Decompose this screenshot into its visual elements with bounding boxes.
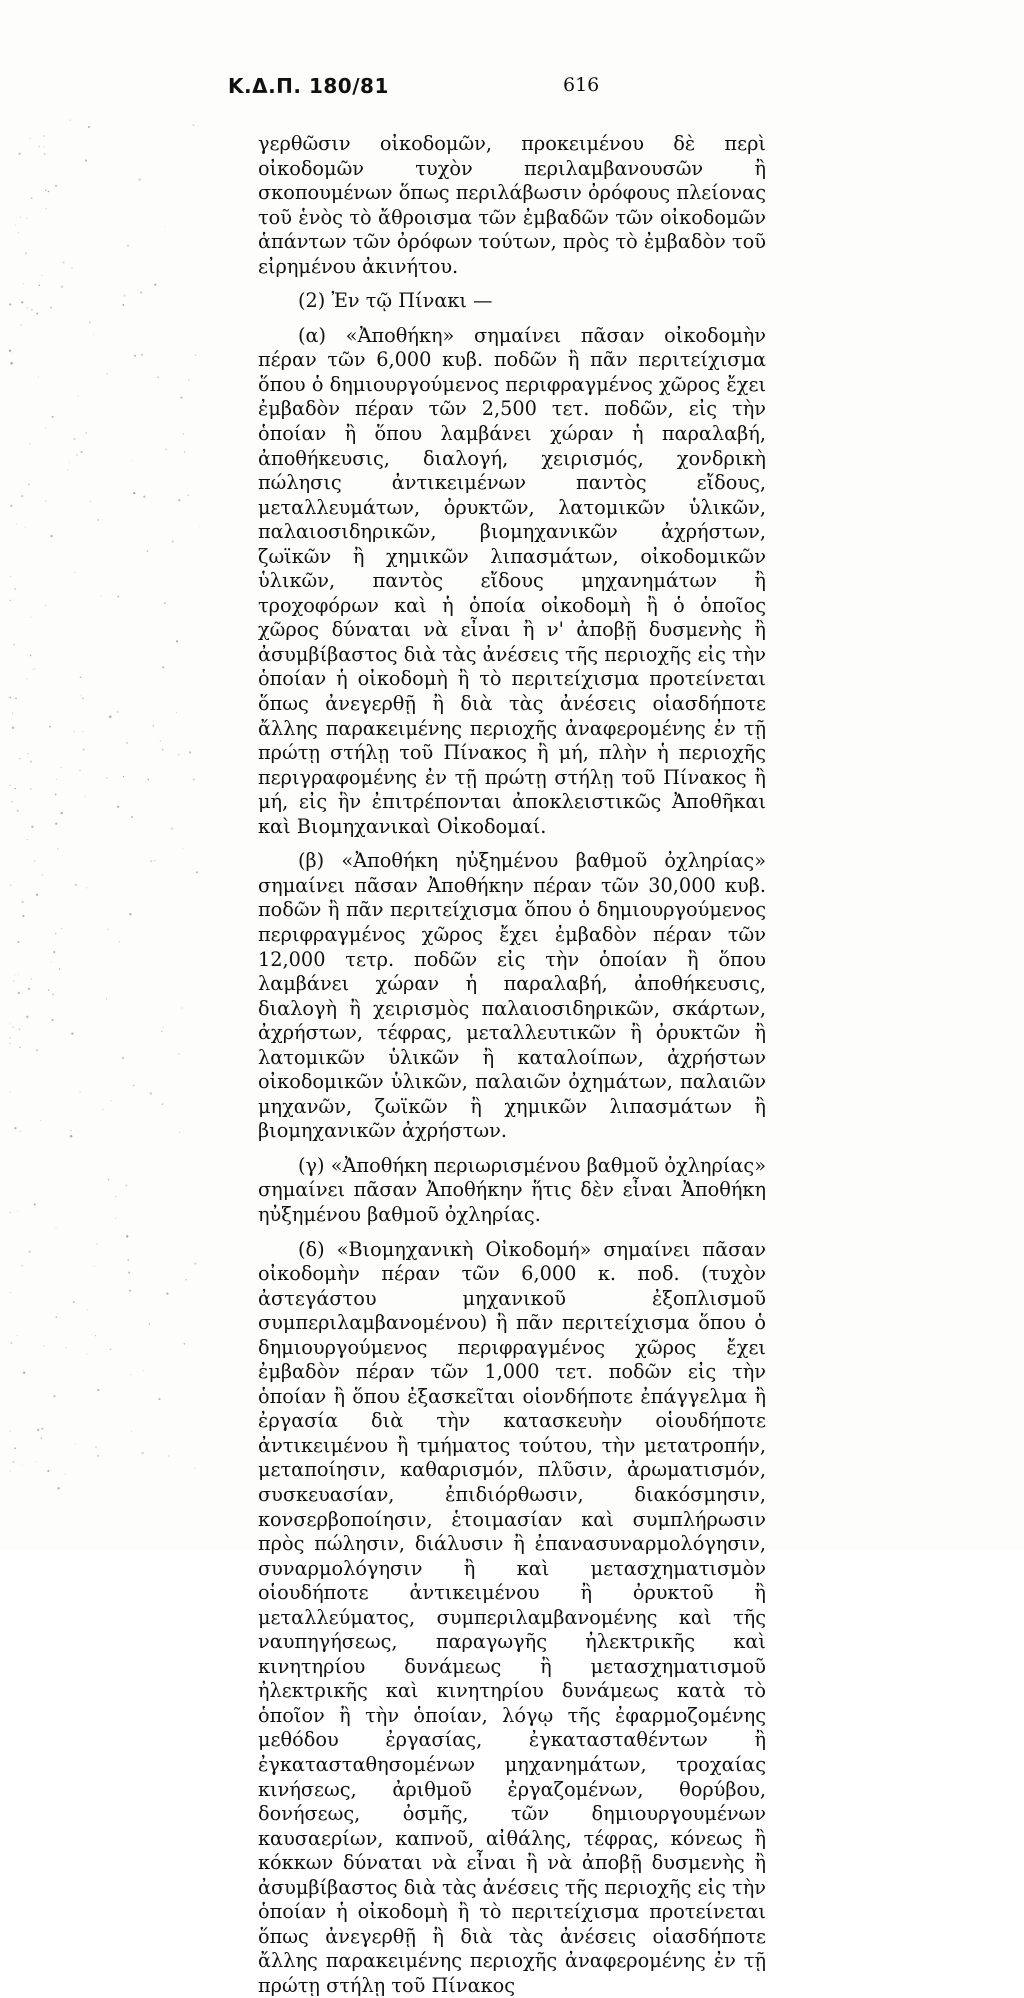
speckle (123, 294, 125, 296)
speckle (16, 524, 17, 525)
speckle (162, 749, 164, 751)
speckle (117, 806, 119, 808)
speckle (193, 124, 195, 126)
speckle (157, 377, 159, 379)
speckle (127, 245, 129, 247)
speckle (25, 252, 27, 254)
speckle (95, 1335, 96, 1336)
speckle (138, 178, 141, 181)
speckle (131, 460, 132, 461)
speckle (21, 901, 23, 903)
speckle (178, 753, 180, 755)
speckle (22, 915, 24, 917)
speckle (97, 1389, 99, 1391)
speckle (150, 1092, 153, 1095)
speckle (35, 1461, 36, 1462)
speckle (26, 307, 28, 309)
speckle (11, 352, 12, 353)
speckle (53, 1395, 55, 1397)
speckle (165, 448, 167, 450)
speckle (9, 350, 11, 352)
speckle (130, 1374, 131, 1375)
speckle (10, 505, 12, 507)
speckle (100, 596, 101, 597)
speckle (10, 600, 11, 601)
speckle (30, 761, 32, 763)
speckle (35, 668, 36, 669)
speckle (80, 676, 81, 677)
speckle (20, 1131, 21, 1132)
speckle (97, 1455, 99, 1457)
speckle (50, 307, 52, 309)
speckle (11, 801, 12, 802)
speckle (194, 1263, 196, 1265)
speckle (46, 208, 47, 209)
speckle (49, 726, 51, 728)
speckle (193, 778, 195, 780)
speckle (65, 1473, 66, 1474)
speckle (196, 871, 198, 873)
speckle (160, 740, 162, 742)
speckle (107, 928, 109, 930)
scan-speckle-margin (0, 0, 210, 1551)
speckle (31, 309, 33, 311)
speckle (102, 1109, 103, 1110)
speckle (74, 731, 75, 732)
speckle (31, 978, 33, 980)
speckle (10, 362, 13, 365)
speckle (63, 261, 65, 263)
speckle (56, 779, 57, 780)
speckle (55, 794, 57, 796)
speckle (51, 962, 52, 963)
speckle (56, 1227, 57, 1228)
speckle (163, 1027, 164, 1028)
speckle (9, 1037, 11, 1039)
speckle (133, 1085, 135, 1087)
speckle (30, 655, 31, 656)
speckle (10, 785, 11, 786)
speckle (87, 1353, 88, 1354)
speckle (14, 1127, 16, 1129)
speckle (67, 469, 68, 470)
speckle (30, 788, 32, 790)
speckle (180, 397, 182, 399)
speckle (43, 135, 45, 137)
speckle (111, 1100, 112, 1101)
speckle (79, 769, 81, 771)
speckle (78, 396, 79, 397)
speckle (97, 519, 99, 521)
speckle (73, 438, 76, 441)
speckle (76, 454, 78, 456)
speckle (21, 1464, 22, 1465)
speckle (53, 951, 55, 953)
speckle (38, 146, 40, 148)
speckle (18, 992, 20, 994)
speckle (87, 1309, 88, 1310)
speckle (188, 379, 189, 380)
speckle (16, 810, 18, 812)
speckle (143, 1370, 144, 1371)
speckle (17, 1210, 18, 1211)
document-body (258, 132, 766, 1998)
speckle (51, 1019, 53, 1021)
speckle (126, 742, 127, 743)
speckle (168, 1455, 169, 1456)
speckle (94, 1266, 95, 1267)
speckle (82, 698, 84, 700)
speckle (10, 1292, 11, 1293)
speckle (89, 322, 91, 324)
speckle (161, 1031, 162, 1032)
speckle (75, 884, 77, 886)
speckle (126, 1235, 128, 1237)
speckle (10, 1023, 11, 1024)
speckle (44, 1345, 45, 1346)
speckle (75, 1444, 76, 1445)
speckle (50, 535, 52, 537)
speckle (123, 776, 124, 777)
speckle (39, 285, 41, 287)
speckle (158, 1398, 160, 1400)
speckle (74, 572, 75, 573)
speckle (28, 988, 30, 990)
speckle (21, 495, 23, 497)
speckle (55, 933, 56, 934)
speckle (133, 492, 135, 494)
speckle (109, 716, 112, 719)
speckle (52, 416, 54, 418)
speckle (179, 1132, 180, 1133)
speckle (69, 462, 70, 463)
speckle (90, 501, 91, 502)
speckle (48, 989, 49, 990)
speckle (125, 1184, 127, 1186)
speckle (10, 1212, 12, 1214)
speckle (17, 1335, 18, 1336)
speckle (189, 751, 191, 753)
speckle (106, 998, 107, 999)
speckle (115, 1196, 116, 1197)
speckle (128, 1272, 130, 1274)
speckle (14, 788, 16, 790)
definition-warehouse: (α) «Ἀποθήκη» σημαίνει πᾶσαν οἰκοδομὴν πέραν τῶν 6,000 κυβ. ποδῶν ἢ πᾶν περιτείχισμα ὅπου ὁ δημιουργούμενος περιφραγμένος χῶρος ἔχει ἐμβαδὸν πέραν τῶν 2,500 τετ. ποδῶν, εἰς τὴν ὁποίαν ἢ ὅπου λαμβάνει χώραν ἡ παραλαβή, ἀποθήκευσις, διαλογή, χειρισμός, χονδρικὴ πώλησις ἀντικειμένων παντὸς εἴδους, μεταλλευμάτων, ὀρυκτῶν, λατομικῶν ὑλικῶν, παλαιοσιδηρικῶν, βιομηχανικῶν ἀχρήστων, ζωϊκῶν ἢ χημικῶν λιπασμάτων, οἰκοδομικῶν ὑλικῶν, παντὸς εἴδους μηχανημάτων ἢ τροχοφόρων καὶ ἡ ὁποία οἰκοδομὴ ἢ ὁ ὁποῖος χῶρος δύναται νὰ εἶναι ἢ ν' ἀποβῇ δυσμενὴς ἢ ἀσυμβίβαστος διὰ τὰς ἀνέσεις τῆς περιοχῆς εἰς τὴν ὁποίαν ἡ οἰκοδομὴ ἢ τὸ περιτείχισμα προτείνεται ὅπως ἀνεγερθῇ ἢ διὰ τὰς ἀνέσεις οἱασδήποτε ἄλλης παρακειμένης περιοχῆς ἀναφερομένης ἐν τῇ πρώτῃ στήλῃ τοῦ Πίνακος ἢ μή, πλὴν ἡ περιοχῆς περιγραφομένης ἐν τῇ πρώτῃ στήλῃ τοῦ Πίνακος ἢ μή, εἰς ἣν ἐπιτρέπονται ἀποκλειστικῶς Ἀποθῆκαι καὶ Βιομηχανικαὶ Οἰκοδομαί. (258, 323, 766, 838)
speckle (61, 928, 62, 929)
page-header (228, 74, 788, 104)
speckle (9, 1043, 10, 1044)
speckle (183, 433, 184, 434)
speckle (57, 1487, 60, 1490)
speckle (34, 860, 35, 861)
speckle (71, 1032, 73, 1034)
speckle (110, 1348, 111, 1349)
law-reference: Κ.Δ.Π. 180/81 (228, 74, 389, 98)
speckle (18, 232, 19, 233)
speckle (41, 1428, 43, 1430)
speckle (88, 126, 90, 128)
speckle (178, 499, 180, 501)
speckle (115, 1218, 116, 1219)
speckle (45, 427, 46, 428)
speckle (12, 713, 13, 714)
speckle (150, 860, 152, 862)
paragraph-table-intro: (2) Ἐν τῷ Πίνακι — (298, 289, 493, 313)
speckle (129, 913, 131, 915)
speckle (12, 726, 15, 729)
speckle (127, 1259, 129, 1261)
speckle (13, 644, 15, 646)
speckle (27, 218, 28, 219)
speckle (15, 697, 17, 699)
speckle (52, 993, 54, 995)
speckle (194, 1468, 195, 1469)
speckle (12, 1026, 14, 1028)
speckle (21, 1265, 22, 1266)
speckle (69, 119, 71, 121)
speckle (134, 355, 136, 357)
speckle (131, 1431, 132, 1432)
speckle (195, 354, 197, 356)
definition-high-nuisance-warehouse: (β) «Ἀποθήκη ηὐξημένου βαθμοῦ ὀχληρίας» σημαίνει πᾶσαν Ἀποθήκην πέραν τῶν 30,000 κυβ. ποδῶν ἢ πᾶν περιτείχισμα ὅπου ὁ δημιουργούμενος περιφραγμένος χῶρος ἔχει ἐμβαδὸν πέραν τῶν 12,000 τετρ. ποδῶν εἰς τὴν ὁποίαν ἢ ὅπου λαμβάνει χώραν ἡ παραλαβή, ἀποθήκευσις, διαλογὴ ἢ χειρισμὸς παλαιοσιδηρικῶν, σκάρτων, ἀχρήστων, τέφρας, μεταλλευτικῶν ἢ ὀρυκτῶν ἢ λατομικῶν ὑλικῶν ἢ καταλοίπων, ἀχρήστων οἰκοδομικῶν ὑλικῶν, παλαιῶν ὀχημάτων, παλαιῶν μηχανῶν, ζωϊκῶν ἢ χημικῶν λιπασμάτων ἢ βιομηχανικῶν ἀχρήστων. (258, 849, 766, 1143)
speckle (185, 1279, 187, 1281)
speckle (82, 731, 83, 732)
speckle (20, 217, 21, 218)
speckle (40, 1120, 41, 1121)
speckle (70, 1135, 73, 1138)
speckle (23, 283, 24, 284)
speckle (147, 550, 149, 552)
speckle (10, 1092, 11, 1093)
speckle (122, 1057, 124, 1059)
speckle (85, 796, 86, 797)
speckle (117, 711, 119, 713)
speckle (117, 596, 119, 598)
speckle (10, 576, 11, 577)
speckle (199, 526, 200, 527)
speckle (31, 197, 33, 199)
speckle (19, 1046, 21, 1048)
speckle (106, 777, 108, 779)
speckle (162, 666, 164, 668)
speckle (38, 377, 39, 378)
speckle (43, 146, 44, 147)
speckle (186, 488, 187, 489)
speckle (80, 1092, 81, 1093)
speckle (178, 1054, 179, 1055)
speckle (55, 185, 57, 187)
speckle (9, 1430, 10, 1431)
speckle (26, 678, 28, 680)
speckle (141, 354, 143, 356)
speckle (85, 432, 87, 434)
speckle (93, 334, 94, 335)
speckle (42, 874, 43, 875)
speckle (41, 275, 42, 276)
paragraph-continuation: γερθῶσιν οἰκοδομῶν, προκειμένου δὲ περὶ οἰκοδομῶν τυχὸν περιλαμβανουσῶν ἢ σκοπουμένων ὅπως περιλάβωσιν ὀρόφους πλείονας τοῦ ἑνὸς τὸ ἄθροισμα τῶν ἐμβαδῶν τῶν οἰκοδομῶν ἁπάντων τῶν ὀρόφων τούτων, πρὸς τὸ ἐμβαδὸν τοῦ εἰρημένου ἀκινήτου. (258, 132, 766, 278)
speckle (107, 373, 108, 374)
speckle (31, 826, 33, 828)
speckle (147, 779, 149, 781)
speckle (12, 1461, 14, 1463)
speckle (45, 190, 46, 191)
speckle (176, 712, 177, 713)
speckle (143, 496, 145, 498)
speckle (10, 1342, 12, 1344)
speckle (17, 941, 19, 943)
speckle (129, 1290, 131, 1292)
speckle (152, 725, 154, 727)
speckle (55, 822, 57, 824)
speckle (29, 443, 30, 444)
speckle (86, 887, 87, 888)
speckle (19, 153, 21, 155)
speckle (18, 1028, 20, 1030)
speckle (18, 974, 19, 975)
speckle (20, 324, 21, 325)
speckle (122, 304, 124, 306)
speckle (187, 494, 189, 496)
speckle (184, 1343, 185, 1344)
speckle (57, 848, 58, 849)
speckle (166, 1292, 168, 1294)
speckle (141, 1452, 143, 1454)
speckle (23, 1371, 25, 1373)
speckle (30, 138, 31, 139)
speckle (85, 160, 87, 162)
page-number: 616 (563, 74, 600, 96)
speckle (27, 839, 28, 840)
speckle (73, 1301, 75, 1303)
speckle (81, 695, 82, 696)
speckle (36, 313, 38, 315)
speckle (28, 753, 29, 754)
speckle (171, 827, 174, 830)
speckle (95, 1446, 96, 1447)
speckle (28, 483, 30, 485)
speckle (59, 968, 61, 970)
speckle (14, 1447, 16, 1449)
speckle (13, 980, 15, 982)
speckle (15, 225, 16, 226)
speckle (21, 301, 23, 303)
speckle (10, 1471, 11, 1472)
speckle (14, 588, 16, 590)
speckle (36, 894, 38, 896)
speckle (33, 668, 35, 670)
speckle (10, 885, 11, 886)
speckle (140, 291, 142, 293)
speckle (25, 527, 26, 528)
speckle (36, 1049, 38, 1051)
speckle (184, 451, 185, 452)
speckle (71, 267, 73, 269)
speckle (181, 1008, 182, 1009)
speckle (45, 500, 46, 501)
speckle (48, 191, 50, 193)
speckle (65, 1347, 66, 1348)
speckle (47, 1470, 49, 1472)
speckle (45, 605, 46, 606)
speckle (26, 1016, 29, 1019)
speckle (9, 697, 11, 699)
speckle (34, 1204, 36, 1206)
speckle (29, 1251, 32, 1254)
speckle (164, 602, 166, 604)
speckle (96, 1243, 98, 1245)
speckle (14, 975, 15, 976)
speckle (149, 1323, 150, 1324)
speckle (154, 284, 156, 286)
speckle (165, 226, 166, 227)
speckle (81, 451, 83, 453)
speckle (131, 816, 133, 818)
speckle (61, 285, 64, 288)
definition-low-nuisance-warehouse: (γ) «Ἀποθήκη περιωρισμένου βαθμοῦ ὀχληρίας» σημαίνει πᾶσαν Ἀποθήκην ἥτις δὲν εἶναι Ἀποθήκη ηὐξημένου βαθμοῦ ὀχληρίας. (258, 1153, 766, 1226)
speckle (176, 640, 178, 642)
speckle (19, 758, 21, 760)
speckle (61, 812, 63, 814)
speckle (108, 1179, 110, 1181)
speckle (9, 303, 11, 305)
speckle (44, 153, 46, 155)
speckle (60, 767, 61, 768)
speckle (70, 1130, 71, 1131)
speckle (30, 617, 31, 618)
speckle (37, 1429, 39, 1431)
speckle (82, 748, 84, 750)
speckle (56, 1316, 58, 1318)
definition-industrial-building: (δ) «Βιομηχανικὴ Οἰκοδομή» σημαίνει πᾶσαν οἰκοδομὴν πέραν τῶν 6,000 κ. ποδ. (τυχὸν ἀστεγάστου μηχανικοῦ ἐξοπλισμοῦ συμπεριλαμβανομένου) ἢ πᾶν περιτείχισμα ὅπου ὁ δημιουργούμενος περιφραγμένος χῶρος ἔχει ἐμβαδὸν πέραν τῶν 1,000 τετ. ποδῶν εἰς τὴν ὁποίαν ἢ ὅπου ἐξασκεῖται οἱονδήποτε ἐπάγγελμα ἢ ἐργασία διὰ τὴν κατασκευὴν οἱουδήποτε ἀντικειμένου ἢ τμήματος τούτου, τὴν μετατροπήν, μεταποίησιν, καθαρισμόν, πλῦσιν, ἀρωματισμόν, συσκευασίαν, ἐπιδιόρθωσιν, διακόσμησιν, κονσερβοποίησιν, ἑτοιμασίαν καὶ συμπλήρωσιν πρὸς πώλησιν, διάλυσιν ἢ ἐπανασυναρμολόγησιν, συναρμολόγησιν ἢ καὶ μετασχηματισμὸν οἱουδήποτε ἀντικειμένου ἢ ὀρυκτοῦ ἢ μεταλλεύματος, συμπεριλαμβανομένης καὶ τῆς ναυπηγήσεως, παραγωγῆς ἠλεκτρικῆς καὶ κινητηρίου δυνάμεως ἢ μετασχηματισμοῦ ἠλεκτρικῆς καὶ κινητηρίου δυνάμεως κατὰ τὸ ὁποῖον ἢ τὴν ὁποίαν, λόγῳ τῆς ἐφαρμοζομένης μεθόδου ἐργασίας, ἐγκατασταθέντων ἢ ἐγκατασταθησομένων μηχανημάτων, τροχαίας κινήσεως, ἀριθμοῦ ἐργαζομένων, θορύβου, δονήσεως, ὀσμῆς, τῶν δημιουργουμένων καυσαερίων, καπνοῦ, αἰθάλης, τέφρας, κόνεως ἢ κόκκων δύναται νὰ εἶναι ἢ νὰ ἀποβῇ δυσμενὴς ἢ ἀσυμβίβαστος διὰ τὰς ἀνέσεις τῆς περιοχῆς εἰς τὴν ὁποίαν ἡ οἰκοδομὴ ἢ τὸ περιτείχισμα προτείνεται ὅπως ἀνεγερθῇ ἢ διὰ τὰς ἀνέσεις οἱασδήποτε ἄλλης παρακειμένης περιοχῆς ἀναφερομένης ἐν τῇ πρώτῃ στήλῃ τοῦ Πίνακος (258, 1237, 766, 1997)
speckle (172, 541, 174, 543)
speckle (162, 1103, 163, 1104)
speckle (41, 1437, 43, 1439)
speckle (154, 860, 155, 861)
speckle (118, 941, 120, 943)
speckle (183, 848, 184, 849)
